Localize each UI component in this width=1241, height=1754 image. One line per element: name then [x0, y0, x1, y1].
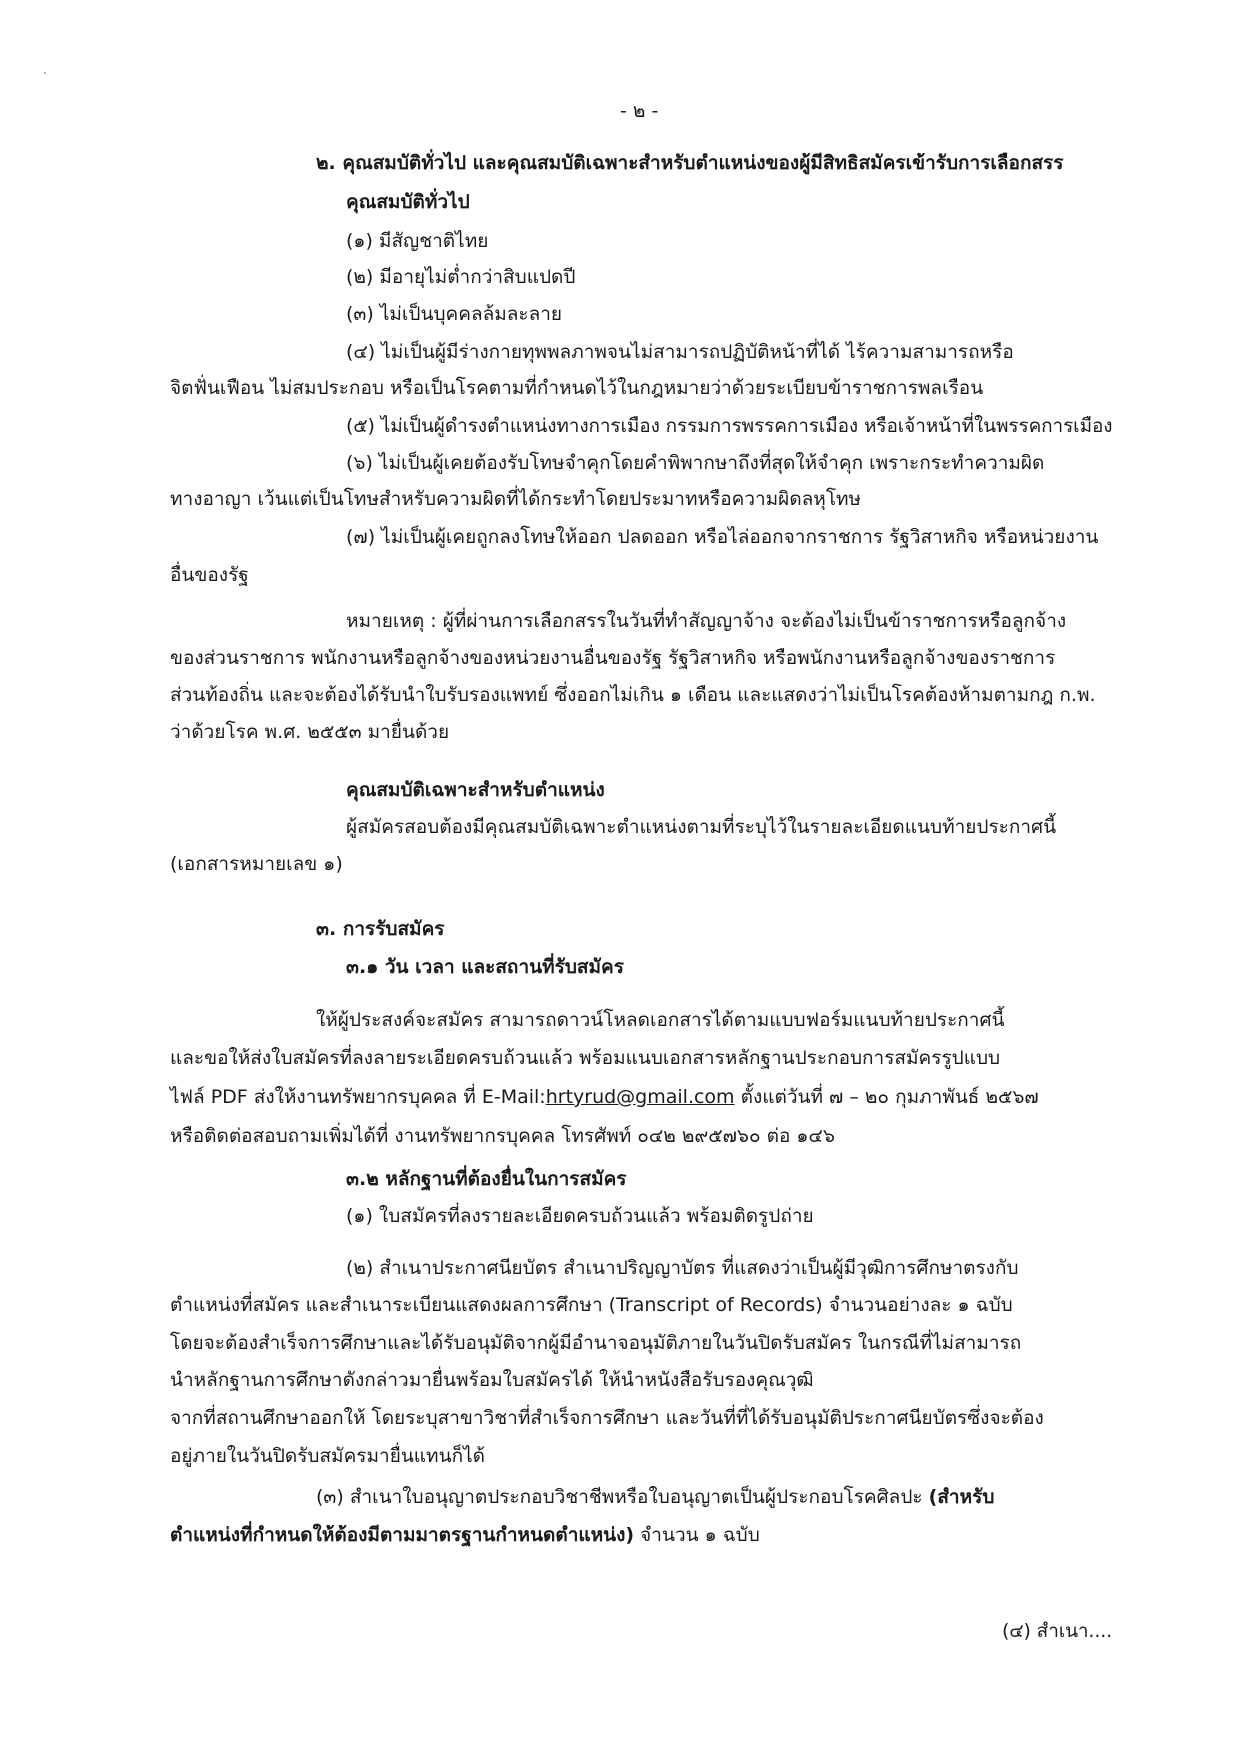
qualification-item-1: (๑) มีสัญชาติไทย [346, 230, 489, 252]
application-paragraph-line-4: หรือติดต่อสอบถามเพิ่มได้ที่ งานทรัพยากรบุคคล โทรศัพท์ ๐๔๒ ๒๙๕๗๖๐ ต่อ ๑๔๖ [170, 1125, 835, 1147]
evidence-item-2-line-3: โดยจะต้องสำเร็จการศึกษาและได้รับอนุมัติจากผู้มีอำนาจอนุมัติภายในวันปิดรับสมัคร ในกรณีที่ไม่สามารถ [170, 1332, 1022, 1354]
evidence-item-2: (๒) สำเนาประกาศนียบัตร สำเนาปริญญาบัตร ที่แสดงว่าเป็นผู้มีวุฒิการศึกษาตรงกับ [346, 1257, 1019, 1279]
evidence-item-3-text: (๓) สำเนาใบอนุญาตประกอบวิชาชีพหรือใบอนุญาตเป็นผู้ประกอบโรคศิลปะ [316, 1486, 929, 1508]
qualification-item-4-cont: จิตฟั่นเฟือน ไม่สมประกอบ หรือเป็นโรคตามที่กำหนดไว้ในกฎหมายว่าด้วยระเบียบข้าราชการพลเรือน [170, 377, 984, 399]
qualification-item-5: (๕) ไม่เป็นผู้ดำรงตำแหน่งทางการเมือง กรรมการพรรคการเมือง หรือเจ้าหน้าที่ในพรรคการเมือง [346, 415, 1113, 437]
scan-speck [44, 72, 46, 74]
section-3-1-heading: ๓.๑ วัน เวลา และสถานที่รับสมัคร [346, 956, 624, 978]
application-paragraph-line-1: ให้ผู้ประสงค์จะสมัคร สามารถดาวน์โหลดเอกสารได้ตามแบบฟอร์มแนบท้ายประกาศนี้ [316, 1009, 1005, 1031]
section-2-heading: ๒. คุณสมบัติทั่วไป และคุณสมบัติเฉพาะสำหรับตำแหน่งของผู้มีสิทธิสมัครเข้ารับการเลือกสรร [316, 152, 1064, 174]
evidence-item-2-line-2: ตำแหน่งที่สมัคร และสำเนาระเบียนแสดงผลการศึกษา (Transcript of Records) จำนวนอย่างละ ๑ ฉบับ [170, 1294, 1013, 1316]
note-line-3: ส่วนท้องถิ่น และจะต้องได้รับนำใบรับรองแพทย์ ซึ่งออกไม่เกิน ๑ เดือน และแสดงว่าไม่เป็นโรคต้องห้ามตามกฎ ก.พ. [170, 684, 1096, 706]
qualification-item-4: (๔) ไม่เป็นผู้มีร่างกายทุพพลภาพจนไม่สามารถปฏิบัติหน้าที่ได้ ไร้ความสามารถหรือ [346, 341, 1014, 363]
qualification-item-7-cont: อื่นของรัฐ [170, 564, 249, 586]
email-link[interactable]: hrtyrud@gmail.com [545, 1086, 735, 1108]
note-line-4: ว่าด้วยโรค พ.ศ. ๒๕๕๓ มายื่นด้วย [170, 721, 450, 743]
general-qualifications-heading: คุณสมบัติทั่วไป [346, 191, 470, 213]
evidence-item-2-line-4: นำหลักฐานการศึกษาดังกล่าวมายื่นพร้อมใบสมัครได้ ให้นำหนังสือรับรองคุณวุฒิ [170, 1369, 814, 1391]
section-3-heading: ๓. การรับสมัคร [316, 918, 445, 940]
specific-qualifications-heading: คุณสมบัติเฉพาะสำหรับตำแหน่ง [346, 779, 605, 801]
evidence-item-3 [316, 1482, 994, 1512]
evidence-item-3-bold-open: (สำหรับ [928, 1486, 995, 1508]
evidence-item-1: (๑) ใบสมัครที่ลงรายละเอียดครบถ้วนแล้ว พร้อมติดรูปถ่าย [346, 1205, 814, 1227]
application-date-range: ตั้งแต่วันที่ ๗ – ๒๐ กุมภาพันธ์ ๒๕๖๗ [734, 1086, 1039, 1108]
evidence-item-2-line-6: อยู่ภายในวันปิดรับสมัครมายื่นแทนก็ได้ [170, 1445, 485, 1467]
section-3-2-heading: ๓.๒ หลักฐานที่ต้องยื่นในการสมัคร [346, 1168, 627, 1190]
specific-qualifications-line-1: ผู้สมัครสอบต้องมีคุณสมบัติเฉพาะตำแหน่งตามที่ระบุไว้ในรายละเอียดแนบท้ายประกาศนี้ [346, 816, 1057, 838]
page-number: - ๒ - [620, 100, 659, 122]
email-prefix: ไฟล์ PDF ส่งให้งานทรัพยากรบุคคล ที่ E-Mail: [170, 1086, 546, 1108]
evidence-item-2-line-5: จากที่สถานศึกษาออกให้ โดยระบุสาขาวิชาที่สำเร็จการศึกษา และวันที่ที่ได้รับอนุมัติประกาศนียบัตรซึ่งจะต้อง [170, 1407, 1044, 1429]
note-line-1: หมายเหตุ : ผู้ที่ผ่านการเลือกสรรในวันที่ทำสัญญาจ้าง จะต้องไม่เป็นข้าราชการหรือลูกจ้าง [346, 610, 1067, 632]
evidence-item-3-bold-text: ตำแหน่งที่กำหนดให้ต้องมีตามมาตรฐานกำหนดตำแหน่ง) [170, 1524, 635, 1546]
application-paragraph-line-2: และขอให้ส่งใบสมัครที่ลงลายระเอียดครบถ้วนแล้ว พร้อมแนบเอกสารหลักฐานประกอบการสมัครรูปแบบ [170, 1047, 1001, 1069]
note-line-2: ของส่วนราชการ พนักงานหรือลูกจ้างของหน่วยงานอื่นของรัฐ รัฐวิสาหกิจ หรือพนักงานหรือลูกจ้างของราชการ [170, 647, 1056, 669]
qualification-item-2: (๒) มีอายุไม่ต่ำกว่าสิบแปดปี [346, 266, 576, 288]
qualification-item-3: (๓) ไม่เป็นบุคคลล้มละลาย [346, 303, 563, 325]
qualification-item-6-cont: ทางอาญา เว้นแต่เป็นโทษสำหรับความผิดที่ได้กระทำโดยประมาทหรือความผิดลหุโทษ [170, 488, 862, 510]
evidence-item-3-line-2 [170, 1520, 760, 1550]
application-paragraph-line-3 [170, 1082, 1039, 1112]
continuation-marker: (๔) สำเนา.... [1002, 1620, 1112, 1642]
evidence-item-3-count: จำนวน ๑ ฉบับ [634, 1524, 760, 1546]
specific-qualifications-line-2: (เอกสารหมายเลข ๑) [170, 853, 343, 875]
qualification-item-7: (๗) ไม่เป็นผู้เคยถูกลงโทษให้ออก ปลดออก หรือไล่ออกจากราชการ รัฐวิสาหกิจ หรือหน่วยงาน [346, 526, 1099, 548]
qualification-item-6: (๖) ไม่เป็นผู้เคยต้องรับโทษจำคุกโดยคำพิพากษาถึงที่สุดให้จำคุก เพราะกระทำความผิด [346, 452, 1045, 474]
